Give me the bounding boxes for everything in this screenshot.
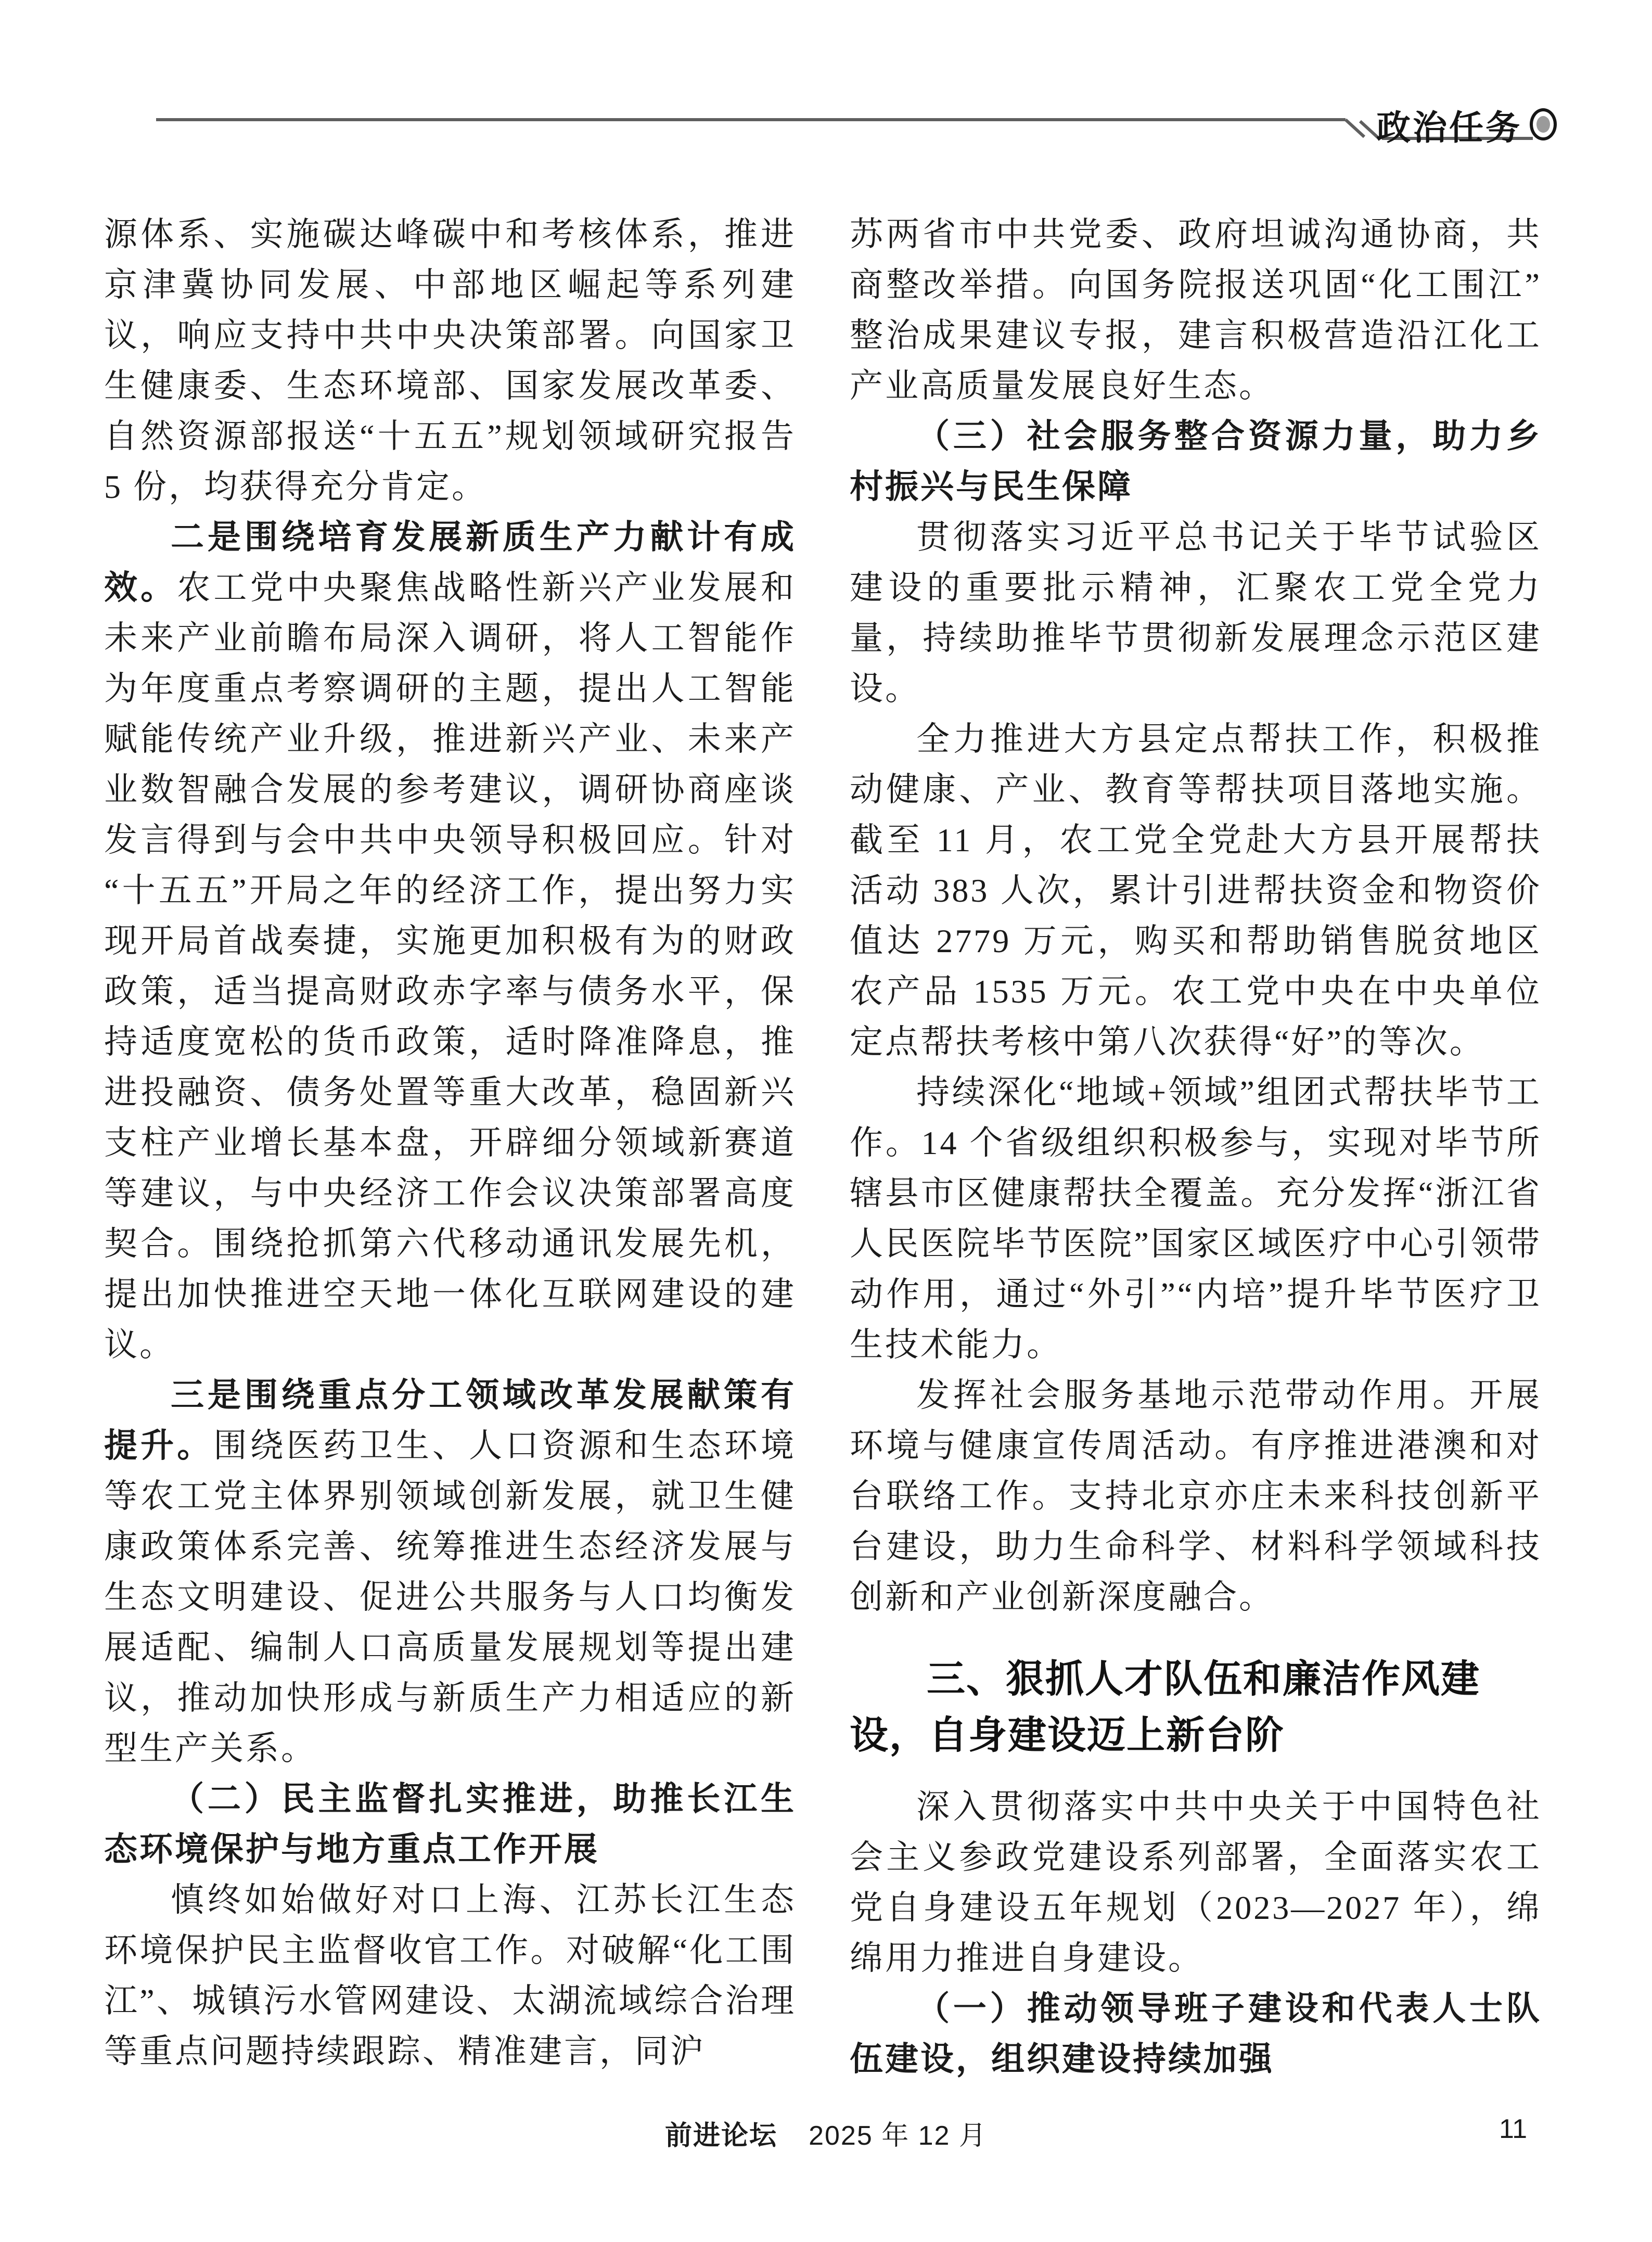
paragraph: 发挥社会服务基地示范带动作用。开展环境与健康宣传周活动。有序推进港澳和对台联络工作。支持北京亦庄未来科技创新平台建设，助力生命科学、材料科学领域科技创新和产业创新深度融合。 [850, 1377, 1542, 1616]
section-label: 政治任务 [1376, 109, 1522, 147]
section-heading: 三、狠抓人才队伍和廉洁作风建设，自身建设迈上新台阶 [850, 1657, 1480, 1757]
footer-center [0, 2113, 1652, 2153]
circle-dot-icon [1530, 108, 1557, 140]
paragraph: 持续深化“地域+领域”组团式帮扶毕节工作。14 个省级组织积极参与，实现对毕节所辖县市区健康帮扶全覆盖。充分发挥“浙江省人民医院毕节医院”国家区域医疗中心引领带动作用，通过“外引”“内培”提升毕节医疗卫生技术能力。 [850, 1074, 1542, 1363]
sub-heading: （三）社会服务整合资源力量，助力乡村振兴与民生保障 [850, 418, 1542, 505]
right-column [850, 209, 1542, 2084]
left-column [104, 209, 796, 2084]
paragraph: 三是围绕重点分工领域改革发展献策有提升。围绕医药卫生、人口资源和生态环境等农工党主体界别领域创新发展，就卫生健康政策体系完善、统筹推进生态经济发展与生态文明建设、促进公共服务与人口均衡发展适配、编制人口高质量发展规划等提出建议，推动加快形成与新质生产力相适应的新型生产关系。 [104, 1377, 797, 1767]
paragraph: 慎终如始做好对口上海、江苏长江生态环境保护民主监督收官工作。对破解“化工围江”、城镇污水管网建设、太湖流域综合治理等重点问题持续跟踪、精准建言，同沪 [104, 1881, 796, 2070]
paragraph: 苏两省市中共党委、政府坦诚沟通协商，共商整改举措。向国务院报送巩固“化工围江”整治成果建议专报，建言积极营造沿江化工产业高质量发展良好生态。 [850, 216, 1542, 404]
paragraph: 贯彻落实习近平总书记关于毕节试验区建设的重要批示精神，汇聚农工党全党力量，持续助推毕节贯彻新发展理念示范区建设。 [850, 519, 1542, 707]
issue-date: 2025 年 12 月 [809, 2121, 987, 2151]
page-number: 11 [1499, 2114, 1527, 2144]
paragraph: 源体系、实施碳达峰碳中和考核体系，推进京津冀协同发展、中部地区崛起等系列建议，响应支持中共中央决策部署。向国家卫生健康委、生态环境部、国家发展改革委、自然资源部报送“十五五”规划领域研究报告 5 份，均获得充分肯定。 [104, 216, 796, 505]
page-footer [0, 2113, 1652, 2155]
article-body [104, 209, 1542, 2084]
circle-dot-inner [1536, 116, 1550, 133]
paragraph: 二是围绕培育发展新质生产力献计有成效。农工党中央聚焦战略性新兴产业发展和未来产业前瞻布局深入调研，将人工智能作为年度重点考察调研的主题，提出人工智能赋能传统产业升级，推进新兴产业、未来产业数智融合发展的参考建议，调研协商座谈发言得到与会中共中央领导积极回应。针对“十五五”开局之年的经济工作，提出努力实现开局首战奏捷，实施更加积极有为的财政政策，适当提高财政赤字率与债务水平，保持适度宽松的货币政策，适时降准降息，推进投融资、债务处置等重大改革，稳固新兴支柱产业增长基本盘，开辟细分领域新赛道等建议，与中央经济工作会议决策部署高度契合。围绕抢抓第六代移动通讯发展先机，提出加快推进空天地一体化互联网建设的建议。 [104, 519, 797, 1363]
paragraph: 全力推进大方县定点帮扶工作，积极推动健康、产业、教育等帮扶项目落地实施。截至 11 月，农工党全党赴大方县开展帮扶活动 383 人次，累计引进帮扶资金和物资价值达 2779 万元，购买和帮助销售脱贫地区农产品 1535 万元。农工党中央在中央单位定点帮扶考核中第八次获得“好”的等次。 [850, 721, 1542, 1060]
sub-heading: （二）民主监督扎实推进，助推长江生态环境保护与地方重点工作开展 [104, 1780, 796, 1868]
sub-heading: （一）推动领导班子建设和代表人士队伍建设，组织建设持续加强 [850, 1990, 1542, 2078]
paragraph: 深入贯彻落实中共中央关于中国特色社会主义参政党建设系列部署，全面落实农工党自身建设五年规划（2023—2027 年），绵绵用力推进自身建设。 [850, 1788, 1542, 1977]
journal-name: 前进论坛 [665, 2121, 778, 2151]
